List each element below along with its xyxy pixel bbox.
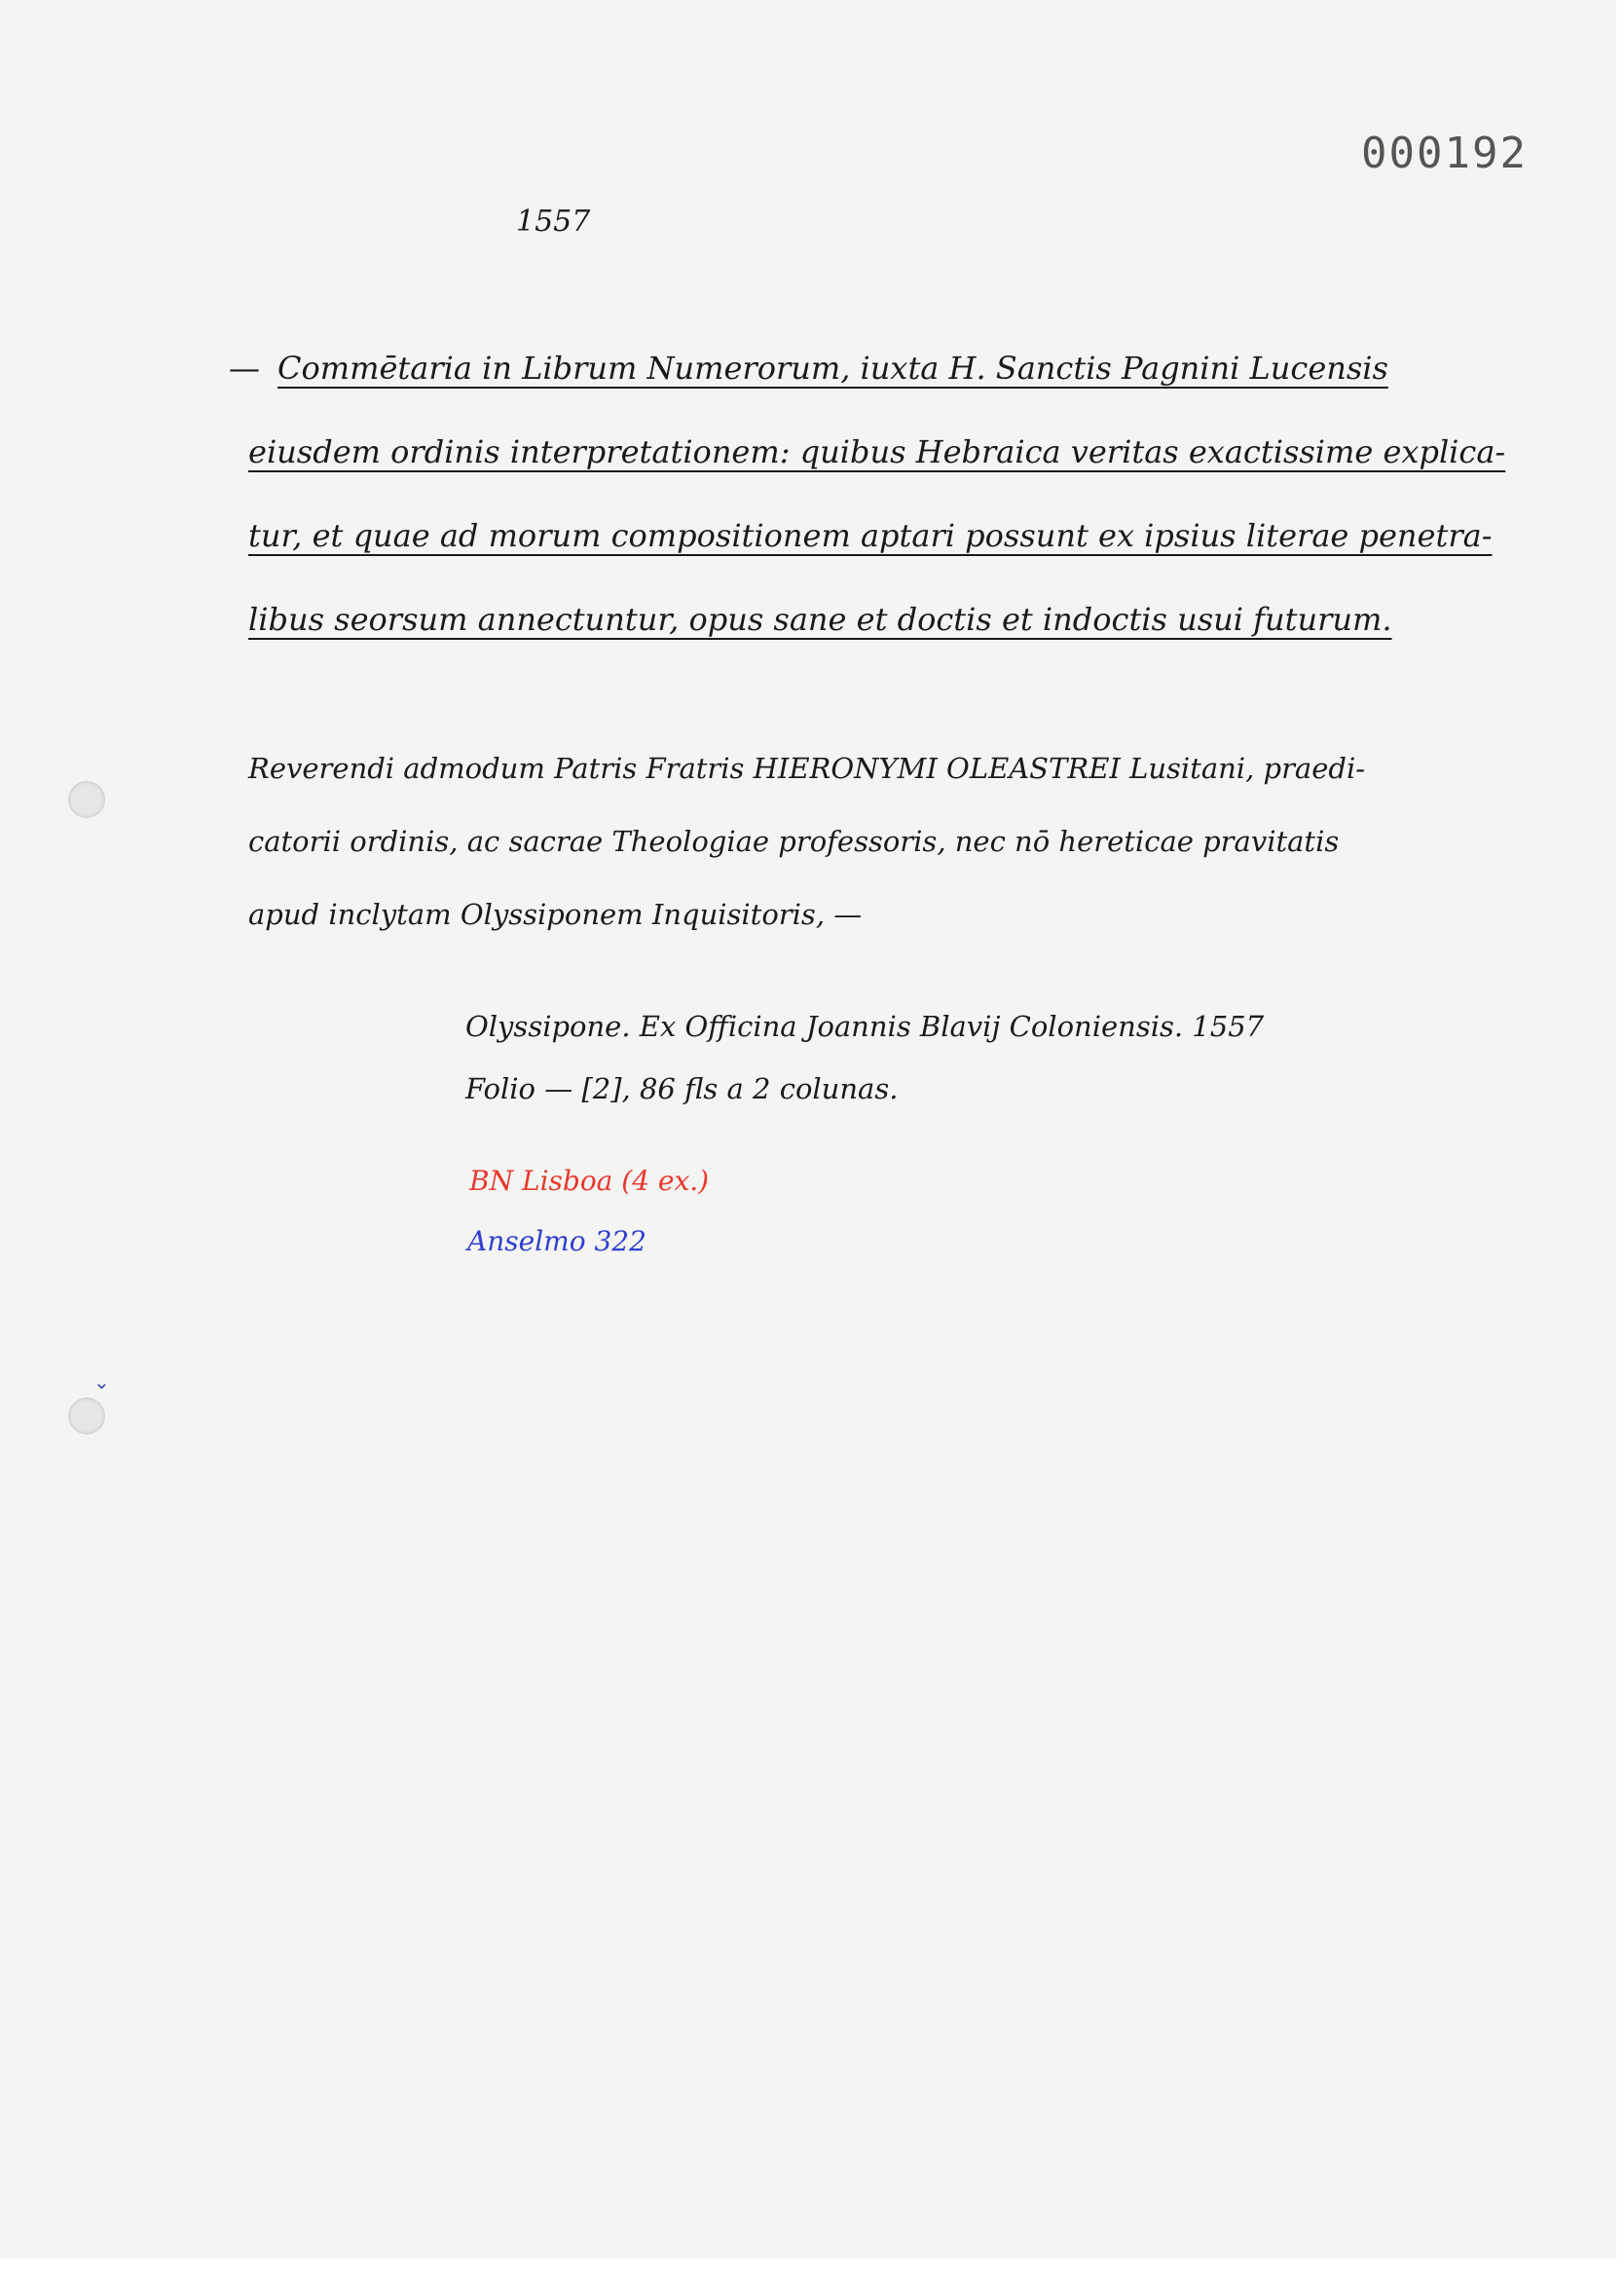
bibliographic-reference: Anselmo 322 <box>467 1225 646 1257</box>
imprint-collation: Folio — [2], 86 fls a 2 colunas. <box>465 1072 899 1105</box>
year-heading: 1557 <box>516 205 591 239</box>
author-block <box>248 732 1504 951</box>
paper-edge-right <box>1616 0 1624 2272</box>
title-line-1-text: Commētaria in Librum Numerorum, iuxta H. Sanctis Pagnini Lucensis <box>277 350 1388 387</box>
library-holding: BN Lisboa (4 ex.) <box>469 1165 710 1197</box>
imprint-place-printer-year: Olyssipone. Ex Officina Joannis Blavij Coloniensis. 1557 <box>465 1010 1265 1043</box>
title-line-4: libus seorsum annectuntur, opus sane et doctis et indoctis usui futurum. <box>248 601 1392 638</box>
title-block <box>229 326 1506 661</box>
imprint-block <box>465 995 1264 1120</box>
author-line-3: apud inclytam Olyssiponem Inquisitoris, — <box>248 898 863 931</box>
punch-hole-lower <box>68 1397 105 1434</box>
title-line-3: tur, et quae ad morum compositionem aptari possunt ex ipsius literae penetra- <box>248 517 1493 554</box>
paper-edge-bottom <box>0 2258 1624 2272</box>
title-line-2: eiusdem ordinis interpretationem: quibus Hebraica veritas exactissime explica- <box>248 433 1506 470</box>
entry-dash: — <box>229 350 260 387</box>
stamp-number: 000192 <box>1361 129 1528 178</box>
author-line-2: catorii ordinis, ac sacrae Theologiae professoris, nec nō hereticae pravitatis <box>248 825 1340 858</box>
check-mark-icon: ⌄ <box>93 1370 110 1394</box>
punch-hole-upper <box>68 781 105 818</box>
author-line-1: Reverendi admodum Patris Fratris HIERONYMI OLEASTREI Lusitani, praedi- <box>248 752 1366 785</box>
title-line-1 <box>229 326 1495 410</box>
